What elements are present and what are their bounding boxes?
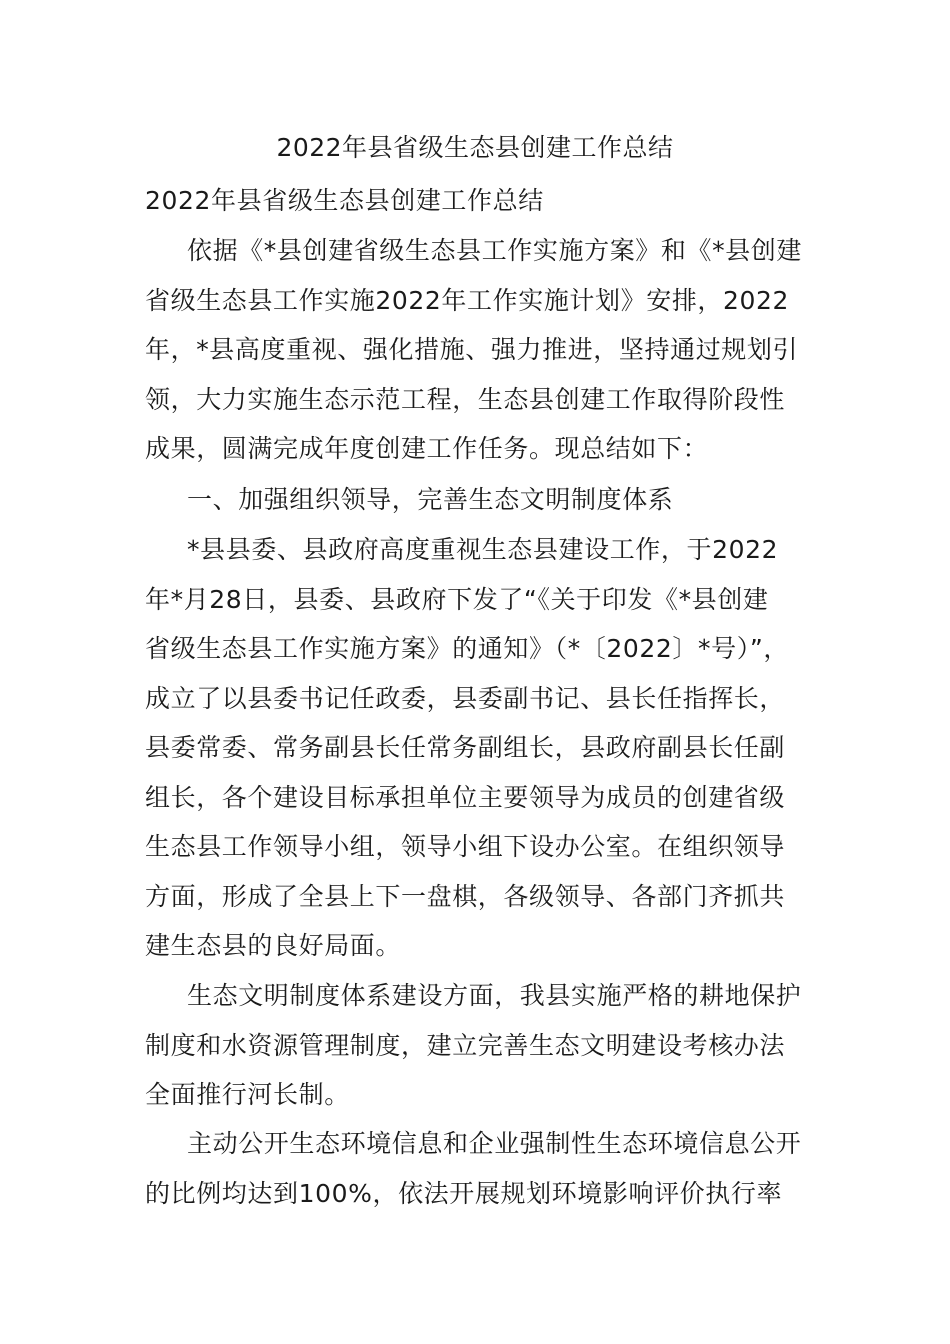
paragraph-intro	[145, 226, 825, 474]
paragraph-disclosure	[145, 1119, 825, 1218]
paragraph-line: 领，大力实施生态示范工程，生态县创建工作取得阶段性	[145, 384, 786, 414]
paragraph-line: 省级生态县工作实施2022年工作实施计划》安排，2022	[145, 285, 790, 315]
paragraph-line: 组长，各个建设目标承担单位主要领导为成员的创建省级	[145, 782, 786, 812]
section-heading	[145, 475, 825, 525]
paragraph-line: *县县委、县政府高度重视生态县建设工作，于2022	[187, 535, 779, 564]
document-subtitle	[145, 176, 825, 226]
section-heading-text: 一、加强组织领导，完善生态文明制度体系	[187, 485, 674, 514]
subtitle-line: 2022年县省级生态县创建工作总结	[145, 186, 544, 215]
paragraph-line: 年，*县高度重视、强化措施、强力推进，坚持通过规划引	[145, 335, 799, 364]
paragraph-line: 成果，圆满完成年度创建工作任务。现总结如下：	[145, 434, 709, 463]
paragraph-line: 建生态县的良好局面。	[145, 931, 402, 960]
paragraph-line: 年*月28日，县委、县政府下发了“《关于印发《*县创建	[145, 584, 769, 614]
paragraph-institutions	[145, 971, 825, 1120]
paragraph-line: 制度和水资源管理制度，建立完善生态文明建设考核办法	[145, 1030, 786, 1060]
paragraph-organization	[145, 525, 825, 971]
paragraph-line: 主动公开生态环境信息和企业强制性生态环境信息公开	[187, 1129, 802, 1158]
paragraph-line: 成立了以县委书记任政委，县委副书记、县长任指挥长，	[145, 683, 786, 713]
paragraph-line: 生态县工作领导小组，领导小组下设办公室。在组织领导	[145, 832, 786, 861]
paragraph-line: 生态文明制度体系建设方面，我县实施严格的耕地保护	[187, 981, 802, 1010]
paragraph-line: 方面，形成了全县上下一盘棋，各级领导、各部门齐抓共	[145, 881, 786, 911]
paragraph-line: 依据《*县创建省级生态县工作实施方案》和《*县创建	[187, 236, 803, 265]
paragraph-line: 省级生态县工作实施方案》的通知》（*〔2022〕*号）”，	[145, 634, 789, 663]
document-title: 2022年县省级生态县创建工作总结	[276, 133, 674, 162]
paragraph-line: 的比例均达到100%，依法开展规划环境影响评价执行率	[145, 1178, 783, 1208]
paragraph-line: 全面推行河长制。	[145, 1080, 350, 1109]
paragraph-line: 县委常委、常务副县长任常务副组长，县政府副县长任副	[145, 733, 786, 762]
